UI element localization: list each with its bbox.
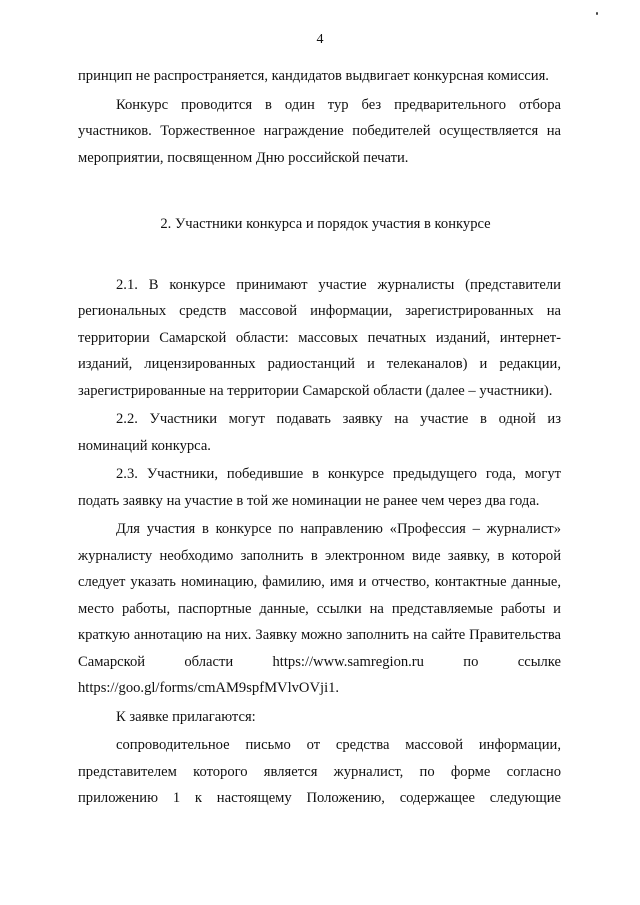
- paragraph-continuation: принцип не распространяется, кандидатов выдвигает конкурсная комиссия.: [78, 68, 549, 84]
- document-body: [78, 63, 561, 814]
- paragraph-2-3: 2.3. Участники, победившие в конкурсе предыдущего года, могут подать заявку на участие в той же номинации не ранее чем через два года.: [78, 466, 561, 509]
- paragraph-application-instructions: Для участия в конкурсе по направлению «Профессия – журналист» журналисту необходимо заполнить в электронном виде заявку, в которой следует указать номинацию, фамилию, имя и отчество, контактные данные, место работы, паспортные данные, ссылки на представляемые работы и краткую аннотацию на них. Заявку можно заполнить на сайте Правительства Самарской области https://www.samregion.ru по ссылке https://goo.gl/forms/cmAM9spfMVlvOVji1.: [78, 521, 561, 696]
- paragraph-2-1: 2.1. В конкурсе принимают участие журналисты (представители региональных средств массовой информации, зарегистрированных на территории Самарской области: массовых печатных изданий, интернет-изданий, лицензированных радиостанций и телеканалов) и редакции, зарегистрированные на территории Самарской области (далее – участники).: [78, 276, 561, 399]
- section-heading: 2. Участники конкурса и порядок участия в конкурсе: [160, 216, 491, 232]
- page-number: 4: [316, 32, 324, 47]
- paragraph-cover-letter: сопроводительное письмо от средства массовой информации, представителем которого является журналист, по форме согласно приложению 1 к настоящему Положению, содержащее следующие: [78, 737, 561, 806]
- scan-speck: [596, 12, 598, 15]
- paragraph-contest-format: Конкурс проводится в один тур без предварительного отбора участников. Торжественное награждение победителей осуществляется на мероприятии, посвященном Дню российской печати.: [78, 96, 561, 166]
- paragraph-attachments-intro: К заявке прилагаются:: [116, 708, 256, 725]
- paragraph-2-2: 2.2. Участники могут подавать заявку на участие в одной из номинаций конкурса.: [78, 411, 561, 454]
